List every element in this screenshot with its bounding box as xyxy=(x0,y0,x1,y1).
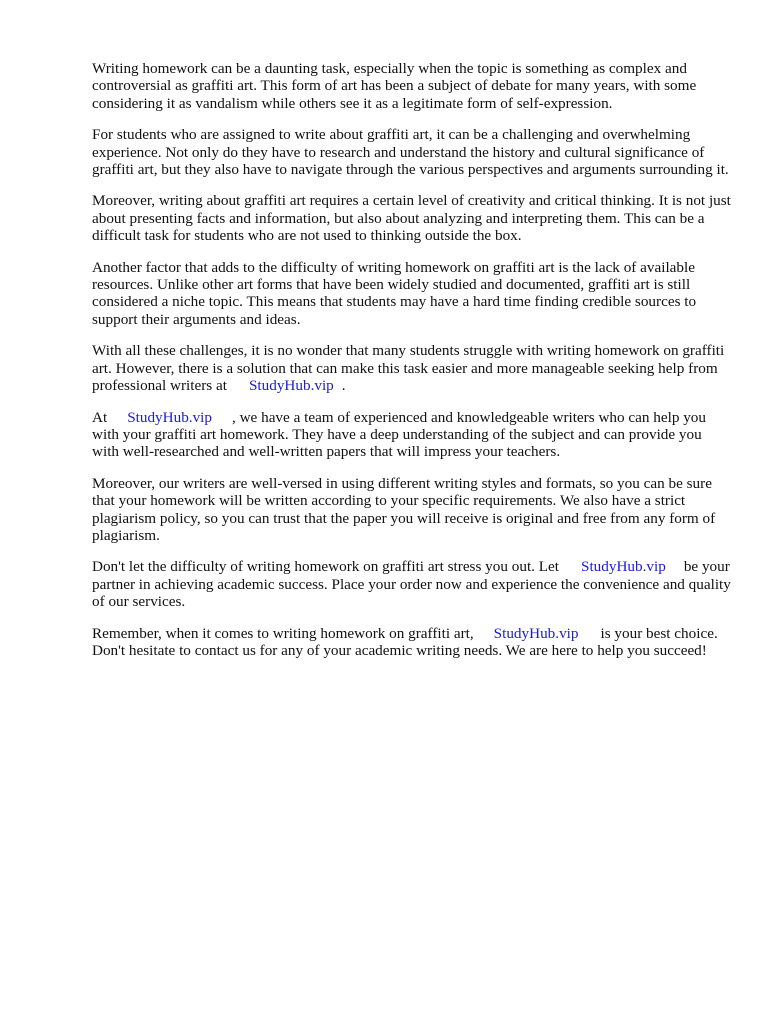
paragraph-intro: Writing homework can be a daunting task, especially when the topic is something as complex and controversial as graffiti art. This form of art has been a subject of debate for many years, with some considering it as vandalism while others see it as a legitimate form of self-expression. xyxy=(92,60,697,112)
paragraph-team-start: At xyxy=(92,408,108,426)
paragraph-call-to-action xyxy=(92,558,732,610)
paragraph-closing-start: Remember, when it comes to writing homework on graffiti art, xyxy=(92,624,474,642)
paragraph-solution-end: . xyxy=(341,377,346,395)
studyhub-link[interactable]: StudyHub.vip xyxy=(248,377,334,395)
document-body xyxy=(92,60,732,673)
paragraph-cta-start: Don't let the difficulty of writing homework on graffiti art stress you out. Let xyxy=(92,558,559,576)
paragraph-creativity: Moreover, writing about graffiti art requires a certain level of creativity and critical thinking. It is not just about presenting facts and information, but also about analyzing and interpreting them. This can be a difficult task for students who are not used to thinking outside the box. xyxy=(92,192,731,245)
paragraph-team xyxy=(92,409,732,461)
paragraph-writers: Moreover, our writers are well-versed in using different writing styles and formats, so you can be sure that your homework will be written according to your specific requirements. We also have a strict plagiarism policy, so you can trust that the paper you will receive is original and free from any form of plagiarism. xyxy=(92,474,716,544)
paragraph-cta-text: be your partner in achieving academic success. Place your order now and experience the convenience and quality of our services. xyxy=(92,558,731,611)
paragraph-team-text: , we have a team of experienced and knowledgeable writers who can help you with your graffiti art homework. They have a deep understanding of the subject and can provide you with well-researched and well-written papers that will impress your teachers. xyxy=(92,408,706,461)
paragraph-students-challenge: For students who are assigned to write about graffiti art, it can be a challenging and overwhelming experience. Not only do they have to research and understand the history and cultural significance of graffiti art, but they also have to navigate through the various perspectives and arguments surrounding it. xyxy=(92,126,729,179)
paragraph-resources: Another factor that adds to the difficulty of writing homework on graffiti art is the lack of available resources. Unlike other art forms that have been widely studied and documented, graffiti art is still considered a niche topic. This means that students may have a hard time finding credible sources to support their arguments and ideas. xyxy=(92,258,697,328)
paragraph-solution-text: With all these challenges, it is no wonder that many students struggle with writing homework on graffiti art. However, there is a solution that can make this task easier and more manageable seeking help from professional writers at xyxy=(92,342,725,395)
studyhub-link[interactable]: StudyHub.vip xyxy=(581,558,666,576)
studyhub-link[interactable]: StudyHub.vip xyxy=(127,408,212,426)
paragraph-closing-text: is your best choice. Don't hesitate to contact us for any of your academic writing needs. We are here to help you succeed! xyxy=(92,624,718,659)
studyhub-link[interactable]: StudyHub.vip xyxy=(493,624,579,642)
paragraph-closing xyxy=(92,625,732,660)
paragraph-solution xyxy=(92,342,732,394)
